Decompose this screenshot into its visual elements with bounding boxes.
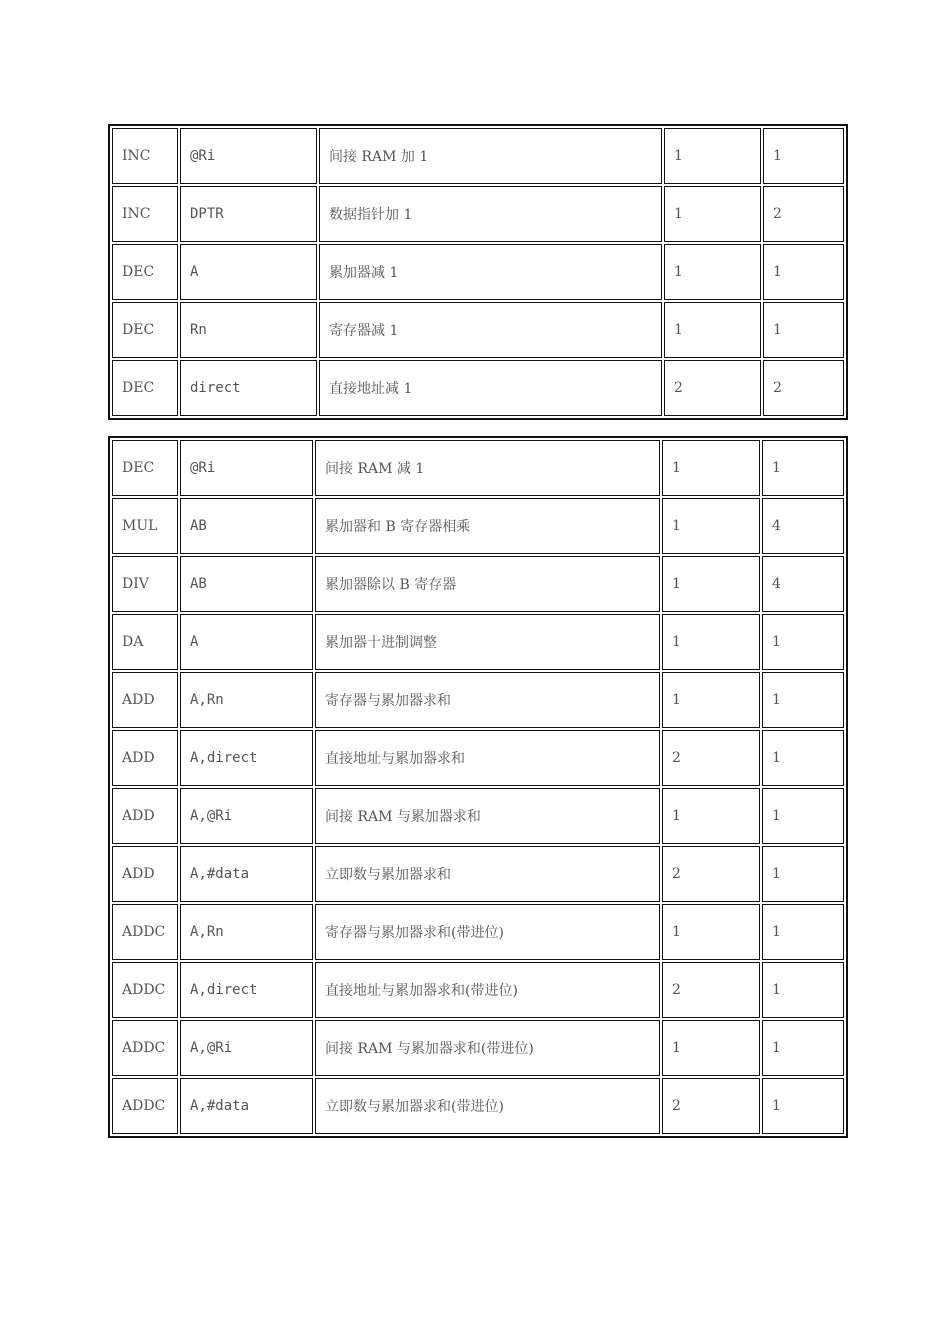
mnemonic-cell: ADD xyxy=(112,672,178,728)
cycles-cell: 1 xyxy=(762,440,844,496)
operand-cell: A,@Ri xyxy=(180,1020,313,1076)
operand-cell: DPTR xyxy=(180,186,317,242)
bytes-cell: 1 xyxy=(662,672,760,728)
description-cell: 数据指针加 1 xyxy=(319,186,662,242)
operand-cell: A,Rn xyxy=(180,672,313,728)
table-row xyxy=(112,1078,844,1134)
bytes-cell: 2 xyxy=(662,846,760,902)
cycles-cell: 2 xyxy=(763,186,844,242)
mnemonic-cell: DIV xyxy=(112,556,178,612)
mnemonic-cell: DEC xyxy=(112,244,178,300)
mnemonic-cell: ADD xyxy=(112,846,178,902)
cycles-cell: 2 xyxy=(763,360,844,416)
table-row xyxy=(112,186,844,242)
bytes-cell: 1 xyxy=(664,128,761,184)
operand-cell: A xyxy=(180,244,317,300)
table-row xyxy=(112,498,844,554)
cycles-cell: 1 xyxy=(762,788,844,844)
description-cell: 寄存器与累加器求和 xyxy=(315,672,660,728)
cycles-cell: 1 xyxy=(763,244,844,300)
description-cell: 直接地址与累加器求和 xyxy=(315,730,660,786)
bytes-cell: 1 xyxy=(662,556,760,612)
bytes-cell: 2 xyxy=(664,360,761,416)
cycles-cell: 1 xyxy=(762,846,844,902)
description-cell: 寄存器减 1 xyxy=(319,302,662,358)
description-cell: 立即数与累加器求和 xyxy=(315,846,660,902)
mnemonic-cell: INC xyxy=(112,186,178,242)
bytes-cell: 1 xyxy=(662,498,760,554)
description-cell: 直接地址与累加器求和(带进位) xyxy=(315,962,660,1018)
table-row xyxy=(112,244,844,300)
operand-cell: A,#data xyxy=(180,1078,313,1134)
cycles-cell: 1 xyxy=(763,302,844,358)
table-row xyxy=(112,614,844,670)
operand-cell: A,Rn xyxy=(180,904,313,960)
description-cell: 间接 RAM 减 1 xyxy=(315,440,660,496)
operand-cell: A,#data xyxy=(180,846,313,902)
mnemonic-cell: DEC xyxy=(112,302,178,358)
mnemonic-cell: ADDC xyxy=(112,1020,178,1076)
description-cell: 间接 RAM 与累加器求和(带进位) xyxy=(315,1020,660,1076)
operand-cell: A,@Ri xyxy=(180,788,313,844)
cycles-cell: 1 xyxy=(762,1020,844,1076)
operand-cell: AB xyxy=(180,556,313,612)
table-row xyxy=(112,1020,844,1076)
cycles-cell: 1 xyxy=(762,1078,844,1134)
description-cell: 累加器除以 B 寄存器 xyxy=(315,556,660,612)
table-row xyxy=(112,846,844,902)
cycles-cell: 4 xyxy=(762,498,844,554)
description-cell: 累加器和 B 寄存器相乘 xyxy=(315,498,660,554)
description-cell: 累加器减 1 xyxy=(319,244,662,300)
table-row xyxy=(112,302,844,358)
instruction-table-2 xyxy=(108,436,848,1138)
description-cell: 间接 RAM 与累加器求和 xyxy=(315,788,660,844)
mnemonic-cell: DEC xyxy=(112,440,178,496)
bytes-cell: 1 xyxy=(662,788,760,844)
bytes-cell: 1 xyxy=(662,1020,760,1076)
mnemonic-cell: ADD xyxy=(112,788,178,844)
bytes-cell: 1 xyxy=(664,302,761,358)
table-row xyxy=(112,672,844,728)
description-cell: 寄存器与累加器求和(带进位) xyxy=(315,904,660,960)
mnemonic-cell: ADD xyxy=(112,730,178,786)
mnemonic-cell: DA xyxy=(112,614,178,670)
bytes-cell: 2 xyxy=(662,730,760,786)
table-row xyxy=(112,128,844,184)
table-body xyxy=(112,128,844,416)
bytes-cell: 1 xyxy=(662,440,760,496)
description-cell: 立即数与累加器求和(带进位) xyxy=(315,1078,660,1134)
operand-cell: A,direct xyxy=(180,962,313,1018)
bytes-cell: 2 xyxy=(662,1078,760,1134)
mnemonic-cell: MUL xyxy=(112,498,178,554)
operand-cell: direct xyxy=(180,360,317,416)
cycles-cell: 1 xyxy=(762,614,844,670)
mnemonic-cell: ADDC xyxy=(112,1078,178,1134)
operand-cell: @Ri xyxy=(180,440,313,496)
bytes-cell: 1 xyxy=(662,904,760,960)
table-row xyxy=(112,904,844,960)
mnemonic-cell: ADDC xyxy=(112,962,178,1018)
bytes-cell: 1 xyxy=(664,244,761,300)
table-row xyxy=(112,730,844,786)
description-cell: 直接地址减 1 xyxy=(319,360,662,416)
instruction-table-1 xyxy=(108,124,848,420)
cycles-cell: 1 xyxy=(762,672,844,728)
mnemonic-cell: INC xyxy=(112,128,178,184)
table-body xyxy=(112,440,844,1134)
cycles-cell: 1 xyxy=(762,962,844,1018)
bytes-cell: 1 xyxy=(662,614,760,670)
description-cell: 间接 RAM 加 1 xyxy=(319,128,662,184)
operand-cell: A xyxy=(180,614,313,670)
operand-cell: A,direct xyxy=(180,730,313,786)
table-row xyxy=(112,962,844,1018)
mnemonic-cell: ADDC xyxy=(112,904,178,960)
table-row xyxy=(112,360,844,416)
cycles-cell: 1 xyxy=(763,128,844,184)
table-row xyxy=(112,788,844,844)
description-cell: 累加器十进制调整 xyxy=(315,614,660,670)
operand-cell: @Ri xyxy=(180,128,317,184)
cycles-cell: 1 xyxy=(762,730,844,786)
bytes-cell: 2 xyxy=(662,962,760,1018)
bytes-cell: 1 xyxy=(664,186,761,242)
operand-cell: Rn xyxy=(180,302,317,358)
table-row xyxy=(112,440,844,496)
operand-cell: AB xyxy=(180,498,313,554)
cycles-cell: 4 xyxy=(762,556,844,612)
table-row xyxy=(112,556,844,612)
cycles-cell: 1 xyxy=(762,904,844,960)
mnemonic-cell: DEC xyxy=(112,360,178,416)
